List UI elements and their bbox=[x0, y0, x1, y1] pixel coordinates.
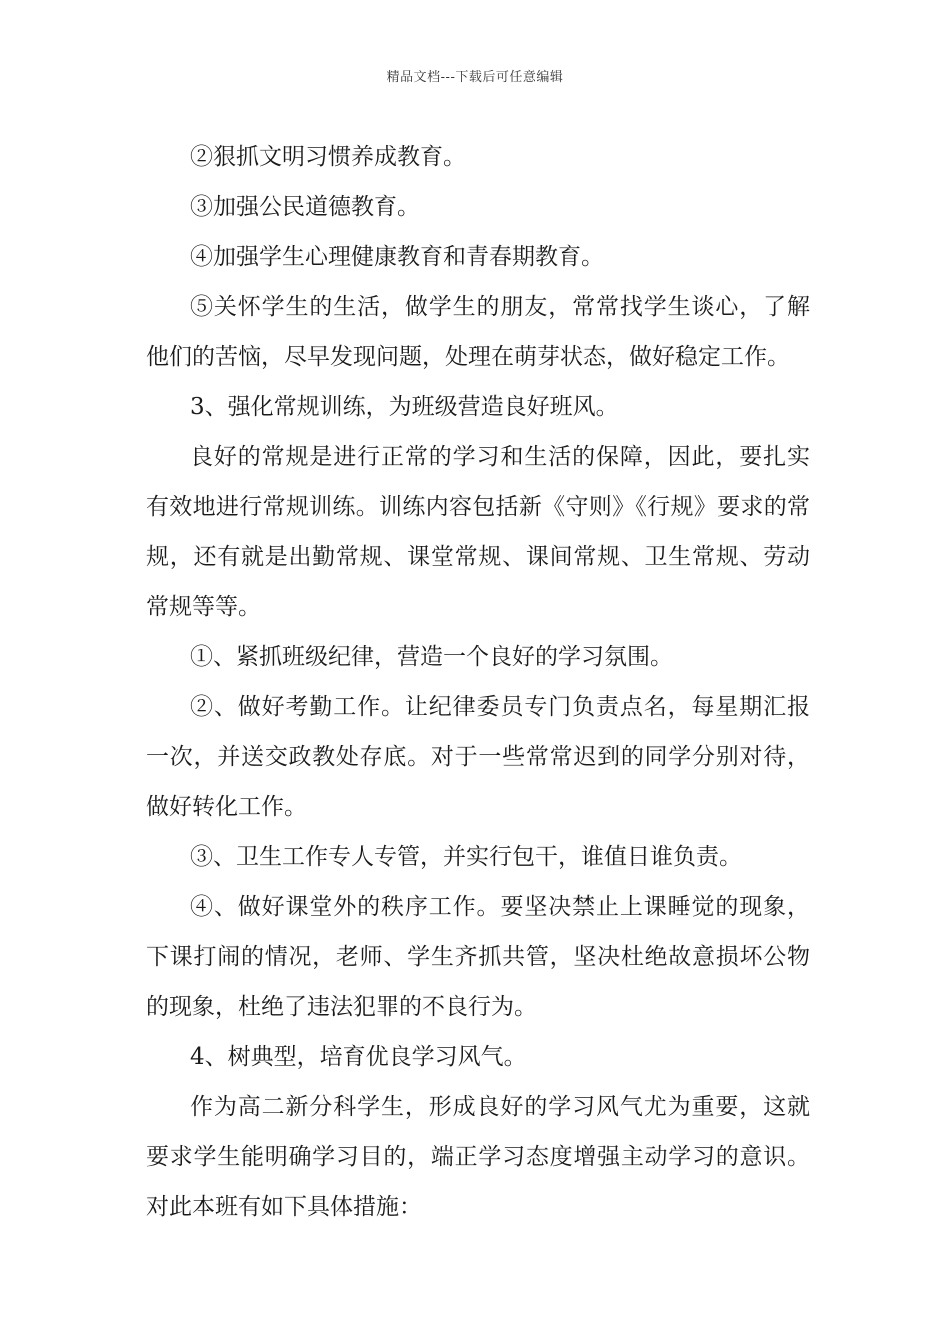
paragraph-routine-intro: 良好的常规是进行正常的学习和生活的保障，因此，要扎实有效地进行常规训练。训练内容包括新《守则》《行规》要求的常规，还有就是出勤常规、课堂常规、课间常规、卫生常规、劳动常规等等。 bbox=[146, 444, 810, 620]
paragraph-item-5: ⑤关怀学生的生活，做学生的朋友，常常找学生谈心，了解他们的苦恼，尽早发现问题，处理在萌芽状态，做好稳定工作。 bbox=[146, 294, 810, 370]
page-header: 精品文档---下载后可任意编辑 bbox=[386, 70, 564, 85]
document-body bbox=[146, 132, 810, 1232]
paragraph-item-3: ③加强公民道德教育。 bbox=[190, 194, 420, 220]
paragraph-study-atmosphere: 作为高二新分科学生，形成良好的学习风气尤为重要，这就要求学生能明确学习目的，端正学习态度增强主动学习的意识。对此本班有如下具体措施： bbox=[146, 1094, 810, 1220]
paragraph-measure-1: ①、紧抓班级纪律，营造一个良好的学习氛围。 bbox=[190, 644, 673, 670]
paragraph-item-4: ④加强学生心理健康教育和青春期教育。 bbox=[190, 244, 604, 270]
section-heading-4: 4、树典型，培育优良学习风气。 bbox=[190, 1044, 527, 1070]
section-heading-3: 3、强化常规训练，为班级营造良好班风。 bbox=[190, 394, 619, 420]
paragraph-item-2: ②狠抓文明习惯养成教育。 bbox=[190, 144, 466, 170]
paragraph-measure-4: ④、做好课堂外的秩序工作。要坚决禁止上课睡觉的现象，下课打闹的情况，老师、学生齐抓共管，坚决杜绝故意损坏公物的现象，杜绝了违法犯罪的不良行为。 bbox=[146, 894, 810, 1020]
paragraph-measure-3: ③、卫生工作专人专管，并实行包干，谁值日谁负责。 bbox=[190, 844, 742, 870]
paragraph-measure-2: ②、做好考勤工作。让纪律委员专门负责点名，每星期汇报一次，并送交政教处存底。对于一些常常迟到的同学分别对待，做好转化工作。 bbox=[146, 694, 810, 820]
